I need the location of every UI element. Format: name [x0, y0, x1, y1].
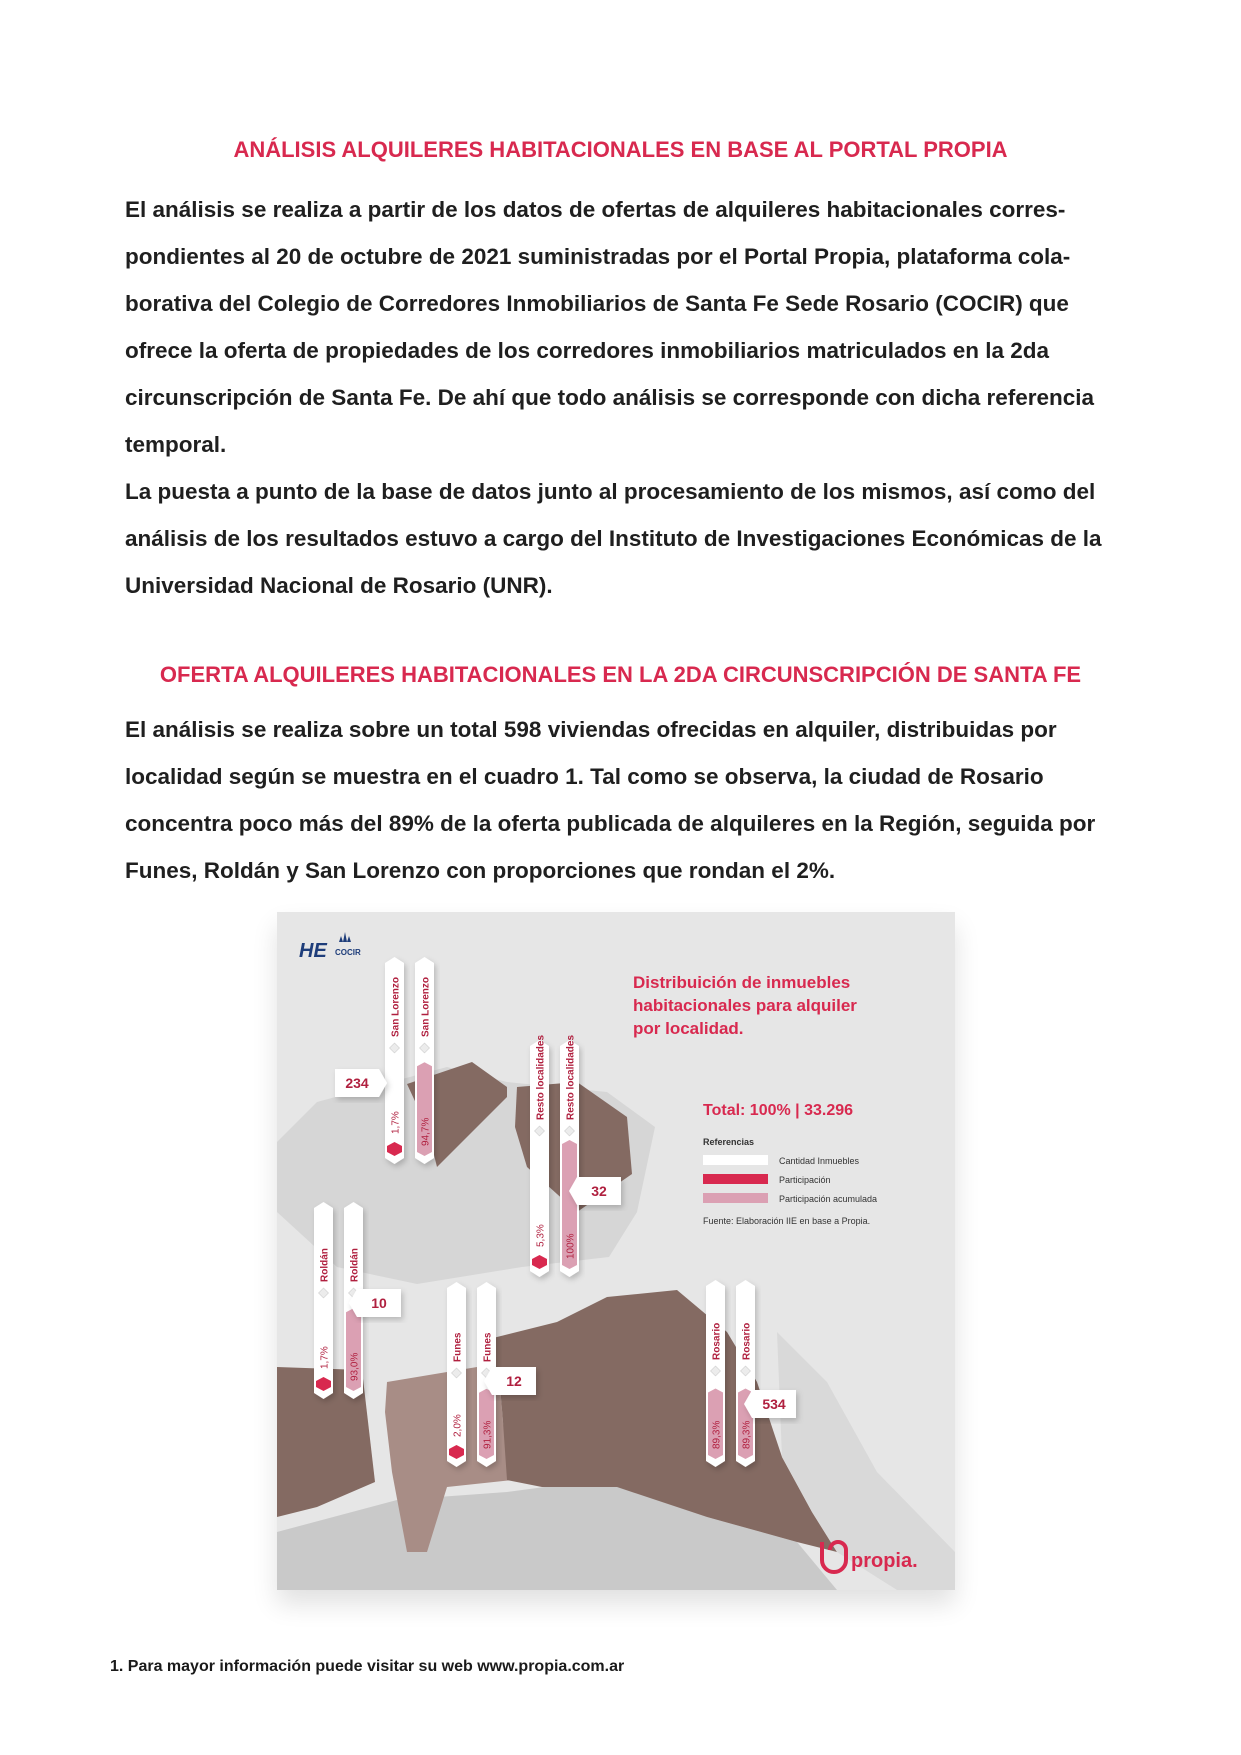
pct-participacion: 1,7% [390, 1111, 402, 1134]
pill-label-acumulada: Funes [482, 1332, 494, 1362]
pct-participacion: 2,0% [452, 1414, 464, 1437]
legend-cantidad [703, 1155, 860, 1166]
iie-logo: HE [299, 940, 327, 962]
pill-label-participacion: Resto localidades [535, 1034, 547, 1120]
svg-text:Cantidad Inmuebles: Cantidad Inmuebles [779, 1156, 860, 1166]
count-label: 234 [345, 1075, 369, 1091]
references-title: Referencias [703, 1137, 755, 1147]
footnote: 1. Para mayor información puede visitar su web www.propia.com.ar [110, 1658, 625, 1675]
pct-participacion: 89,3% [711, 1420, 723, 1449]
infographic-title-line-1: Distribuición de inmuebles [633, 973, 851, 992]
oferta-paragraph: El análisis se realiza sobre un total 598 viviendas ofrecidas en alquiler, distribuidas por localidad según se muestra en el cuadro 1. Tal como se observa, la ciudad de Rosario concentra poco más del 89% de la oferta publicada de alquileres en la Región, seguida por Funes, Roldán y San Lorenzo con proporciones que rondan el 2%. [125, 717, 1096, 883]
intro-paragraph: El análisis se realiza a partir de los datos de ofertas de alquileres habitacionales corres- pondientes al 20 de octubre de 2021 suministradas por el Portal Propia, plataforma cola- borativa del Colegio de Corredores Inmobiliarios de Santa Fe Sede Rosario (COCIR) que ofrece la oferta de propiedades de los corredores inmobiliarios matriculados en la 2da circunscripción de Santa Fe. De ahí que todo análisis se corresponde con dicha referencia temporal. La puesta a punto de la base de datos junto al procesamiento de los mismos, así como del análisis de los resultados estuvo a cargo del Instituto de Investigaciones Económicas de la Universidad Nacional de Rosario (UNR). [125, 197, 1102, 598]
source-note: Fuente: Elaboración IIE en base a Propia. [703, 1216, 871, 1226]
svg-text:Participación: Participación [779, 1175, 831, 1185]
total-label: Total: 100% | 33.296 [703, 1102, 854, 1119]
map-chart [277, 912, 955, 1590]
count-label: 10 [371, 1295, 387, 1311]
pct-acumulada: 93,0% [349, 1352, 361, 1381]
cocir-logo-icon [335, 932, 361, 957]
svg-text:propia.: propia. [851, 1550, 918, 1572]
section-title-analisis: ANÁLISIS ALQUILERES HABITACIONALES EN BASE AL PORTAL PROPIA [233, 137, 1008, 162]
infographic-title-line-2: habitacionales para alquiler [633, 996, 857, 1015]
pill-label-participacion: Rosario [711, 1322, 723, 1360]
count-label: 12 [506, 1373, 522, 1389]
pill-label-acumulada: Resto localidades [565, 1034, 577, 1120]
pill-label-participacion: Funes [452, 1332, 464, 1362]
legend-participacion [703, 1174, 831, 1185]
pct-acumulada: 91,3% [482, 1420, 494, 1449]
pct-acumulada: 100% [565, 1233, 577, 1259]
svg-text:COCIR: COCIR [335, 948, 361, 957]
count-label: 534 [762, 1396, 786, 1412]
legend-participacion-acumulada [703, 1193, 877, 1204]
pct-participacion: 5,3% [535, 1224, 547, 1247]
pill-label-participacion: San Lorenzo [390, 976, 402, 1037]
infographic-title-line-3: por localidad. [633, 1019, 744, 1038]
pill-label-acumulada: Roldán [349, 1248, 361, 1282]
count-label: 32 [591, 1183, 607, 1199]
svg-text:Participación acumulada: Participación acumulada [779, 1194, 878, 1204]
pct-acumulada: 94,7% [420, 1117, 432, 1146]
pill-label-acumulada: Rosario [741, 1322, 753, 1360]
infographic-distribucion [277, 912, 955, 1590]
pct-participacion: 1,7% [319, 1346, 331, 1369]
pill-label-acumulada: San Lorenzo [420, 976, 432, 1037]
section-title-oferta: OFERTA ALQUILERES HABITACIONALES EN LA 2DA CIRCUNSCRIPCIÓN DE SANTA FE [159, 662, 1082, 687]
pill-label-participacion: Roldán [319, 1248, 331, 1282]
pct-acumulada: 89,3% [741, 1420, 753, 1449]
